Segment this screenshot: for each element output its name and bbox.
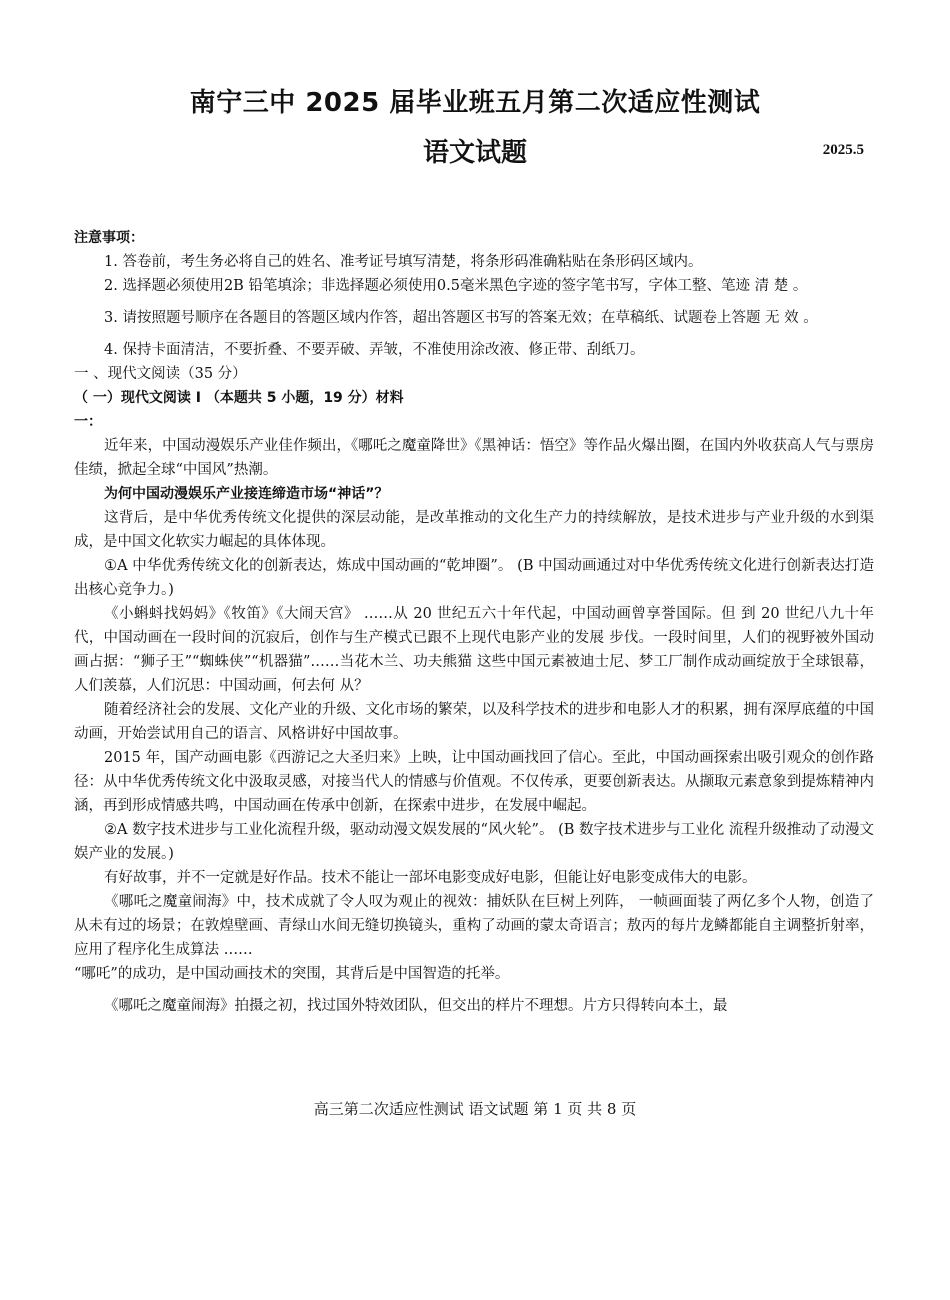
article-paragraph: “哪吒”的成功，是中国动画技术的突围，其背后是中国智造的托举。: [74, 966, 510, 982]
article-paragraph: 《哪吒之魔童闹海》中，技术成就了令人叹为观止的视效：捕妖队在巨树上列阵， 一帧画面装了两亿多个人物，创造了从未有过的场景；在敦煌壁画、青绿山水间无缝切换镜头，重构了动画的蒙太奇语言；敖丙的每片龙鳞都能自主调整折射率，应用了程序化生成算法 ……: [74, 894, 874, 958]
notice-item-2: 2. 选择题必须使用2B 铅笔填涂；非选择题必须使用0.5毫米黑色字迹的签字笔书写，字体工整、笔迹 清 楚 。: [104, 278, 808, 294]
article-paragraph: 这背后，是中华优秀传统文化提供的深层动能，是改革推动的文化生产力的持续解放，是技术进步与产业升级的水到渠成，是中国文化软实力崛起的具体体现。: [74, 510, 874, 550]
notice-item-3: 3. 请按照题号顺序在各题目的答题区域内作答，超出答题区书写的答案无效；在草稿纸、试题卷上答题 无 效 。: [104, 310, 818, 326]
section-heading: 一 、现代文阅读（35 分）: [74, 366, 247, 382]
article-paragraph: 随着经济社会的发展、文化产业的升级、文化市场的繁荣，以及科学技术的进步和电影人才的积累，拥有深厚底蕴的中国动画，开始尝试用自己的语言、风格讲好中国故事。: [74, 702, 874, 742]
notice-item-1: 1. 答卷前，考生务必将自己的姓名、准考证号填写清楚，将条形码准确粘贴在条形码区域内。: [104, 254, 703, 270]
page-footer: 高三第二次适应性测试 语文试题 第 1 页 共 8 页: [313, 1100, 637, 1118]
notice-heading: 注意事项：: [74, 230, 144, 246]
exam-date: 2025.5: [822, 142, 864, 158]
article-paragraph: 有好故事，并不一定就是好作品。技术不能让一部坏电影变成好电影，但能让好电影变成伟大的电影。: [104, 870, 757, 886]
exam-body: [74, 226, 874, 1018]
article-question: 为何中国动漫娱乐产业接连缔造市场“神话”？: [104, 486, 389, 502]
notice-item-4: 4. 保持卡面清洁，不要折叠、不要弄破、弄皱，不准使用涂改液、修正带、刮纸刀。: [104, 342, 645, 358]
article-paragraph: 近年来，中国动漫娱乐产业佳作频出，《哪吒之魔童降世》《黑神话：悟空》等作品火爆出圈，在国内外收获高人气与票房佳绩，掀起全球“中国风”热潮。: [74, 438, 874, 478]
article-paragraph: ②A 数字技术进步与工业化流程升级，驱动动漫文娱发展的“风火轮”。 (B 数字技术进步与工业化 流程升级推动了动漫文娱产业的发展。): [74, 822, 874, 862]
section-subheading: （ 一）现代文阅读 I （本题共 5 小题，19 分）材料一：: [74, 390, 404, 430]
article-paragraph: 《哪吒之魔童闹海》拍摄之初，找过国外特效团队，但交出的样片不理想。片方只得转向本土，最: [104, 998, 728, 1014]
article-paragraph: 2015 年，国产动画电影《西游记之大圣归来》上映，让中国动画找回了信心。至此，中国动画探索出吸引观众的创作路径：从中华优秀传统文化中汲取灵感，对接当代人的情感与价值观。不仅传承，更要创新表达。从撷取元素意象到提炼精神内涵，再到形成情感共鸣，中国动画在传承中创新，在探索中进步，在发展中崛起。: [74, 750, 874, 814]
article-paragraph: 《小蝌蚪找妈妈》《牧笛》《大闹天宫》 ……从 20 世纪五六十年代起，中国动画曾享誉国际。但 到 20 世纪八九十年代，中国动画在一段时间的沉寂后，创作与生产模式已跟不上现代电影产业的发展 步伐。一段时间里，人们的视野被外国动画占据：“狮子王”“蜘蛛侠”“机器猫”……当花木兰、功夫熊猫 这些中国元素被迪士尼、梦工厂制作成动画绽放于全球银幕，人们羡慕，人们沉思：中国动画，何去何 从？: [74, 606, 874, 694]
article-paragraph: ①A 中华优秀传统文化的创新表达，炼成中国动画的“乾坤圈”。 (B 中国动画通过对中华优秀传统文化进行创新表达打造出核心竞争力。): [74, 558, 874, 598]
exam-subtitle: 语文试题: [422, 138, 527, 168]
exam-title: 南宁三中 2025 届毕业班五月第二次适应性测试: [189, 88, 761, 118]
